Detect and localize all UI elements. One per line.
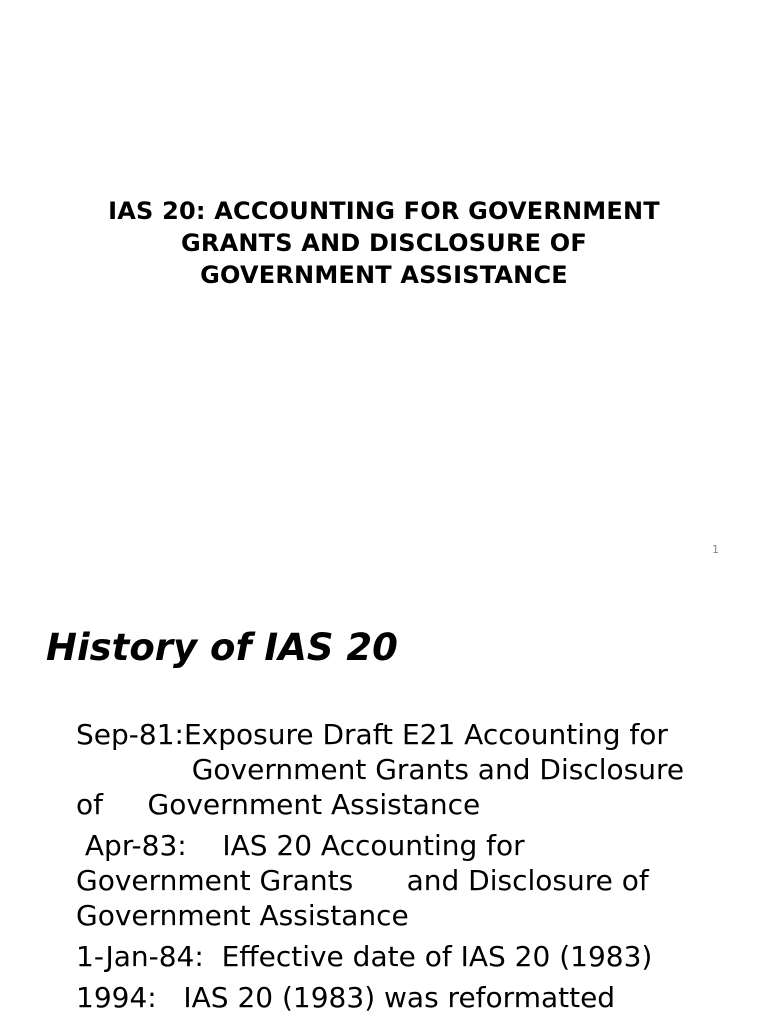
history-line-jan-84: 1-Jan-84: Effective date of IAS 20 (1983) [76, 940, 653, 973]
history-list [76, 717, 736, 1015]
history-line-1994: 1994: IAS 20 (1983) was reformatted [76, 981, 616, 1014]
title-line-1: IAS 20: ACCOUNTING FOR GOVERNMENT [108, 197, 660, 225]
history-line-apr-83-cont: Government Grants and Disclosure of [76, 864, 649, 897]
history-slide [0, 590, 768, 1024]
history-line-sep-81: Sep-81:Exposure Draft E21 Accounting for [76, 718, 668, 751]
slide-number: 1 [712, 543, 719, 556]
history-line-apr-83-end: Government Assistance [76, 899, 409, 932]
history-line-apr-83: Apr-83: IAS 20 Accounting for [76, 829, 525, 862]
history-line-sep-81-end: of Government Assistance [76, 788, 481, 821]
title-line-3: GOVERNMENT ASSISTANCE [200, 261, 568, 289]
history-heading: History of IAS 20 [46, 626, 398, 669]
history-line-sep-81-cont: Government Grants and Disclosure [76, 753, 685, 786]
title-line-2: GRANTS AND DISCLOSURE OF [181, 229, 587, 257]
slide-title [40, 195, 728, 291]
